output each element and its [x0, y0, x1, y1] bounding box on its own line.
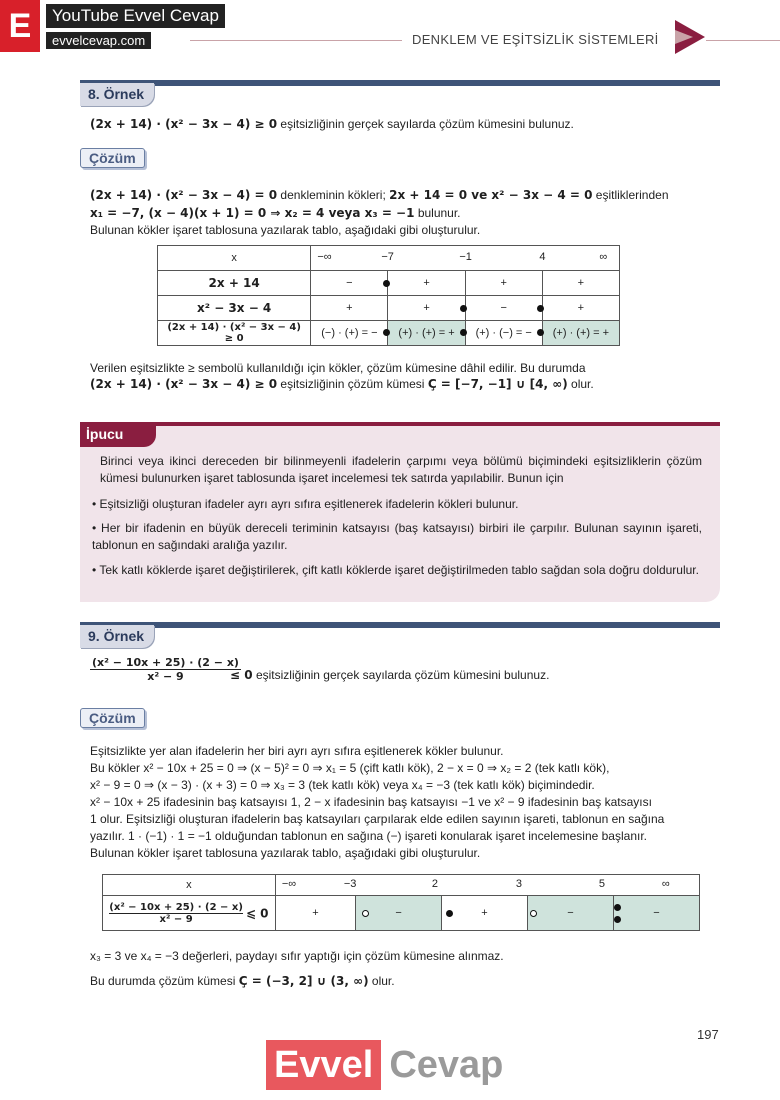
table-cell: −	[528, 896, 614, 931]
table-cell: x² − 3x − 4	[158, 296, 311, 321]
hint-bullet: • Her bir ifadenin en büyük dereceli teriminin katsayısı (baş katsayısı) birbiri ile çarpılır. Bulunan sayının işareti, tablonun en sağındaki aralığa yazılır.	[92, 521, 702, 552]
header-rule-right	[706, 40, 780, 41]
hint-bullet-text: Eşitsizliği oluşturan ifadeler ayrı ayrı sıfıra eşitlenerek ifadelerin kökleri bulunur.	[99, 497, 519, 511]
root-dot	[383, 329, 390, 336]
ex8-line1-math2: 2x + 14 = 0 ve x² − 3x − 4 = 0	[389, 188, 593, 202]
tick-label: −7	[381, 251, 394, 263]
header-rule	[190, 40, 402, 41]
root-dot	[446, 910, 453, 917]
table-cell: (2x + 14) · (x² − 3x − 4) ≥ 0	[158, 321, 311, 346]
chapter-title: DENKLEM VE EŞİTSİZLİK SİSTEMLERİ	[412, 32, 659, 47]
ex9-after-1: x₃ = 3 ve x₄ = −3 değerleri, paydayı sıfır yaptığı için çözüm kümesine alınmaz.	[90, 949, 504, 963]
tick-label: ∞	[599, 251, 608, 263]
ex8-line1-math: (2x + 14) · (x² − 3x − 4) = 0	[90, 188, 278, 202]
footer-logo-left: Evvel	[266, 1040, 381, 1090]
ex8-line-3: Bulunan kökler işaret tablosuna yazılarak tablo, aşağıdaki gibi oluşturulur.	[90, 223, 481, 237]
section-bar-9	[80, 622, 720, 628]
ex9-after2-text: Bu durumda çözüm kümesi	[90, 974, 236, 988]
ex9-after2-end: olur.	[371, 974, 395, 988]
ex9-table-relation: ⩽ 0	[245, 906, 269, 920]
table-cell: (+) · (−) = −	[465, 321, 542, 346]
hint-top-bar	[80, 422, 720, 426]
example-9-tab: 9. Örnek	[80, 625, 154, 648]
table-cell: −	[613, 896, 699, 931]
ex9-line: Eşitsizlikte yer alan ifadelerin her biri ayrı ayrı sıfıra eşitlenerek kökler bulunur.	[90, 744, 504, 758]
tick-label: 4	[539, 251, 546, 263]
table-cell	[103, 896, 276, 931]
ex9-question-text: eşitsizliğinin gerçek sayılarda çözüm kümesini bulunuz.	[255, 668, 550, 682]
chapter-arrow-icon	[673, 18, 707, 56]
table-cell: +	[311, 296, 388, 321]
example-8-tab: 8. Örnek	[80, 83, 154, 106]
ex8-question-math: (2x + 14) · (x² − 3x − 4) ≥ 0	[90, 117, 278, 131]
tick-label: −1	[459, 251, 472, 263]
ex8-line-2	[90, 205, 461, 222]
ex8-line-1	[90, 187, 720, 204]
tick-label: −∞	[317, 251, 332, 263]
brand-logo: E	[0, 0, 40, 52]
ex9-line: x² − 10x + 25 ifadesinin baş katsayısı 1, 2 − x ifadesinin baş katsayısı −1 ve x² − 9 ifadesinin baş katsayısı	[90, 795, 652, 809]
ex9-numerator: (x² − 10x + 25) · (2 − x)	[92, 656, 239, 669]
open-root-dot	[530, 910, 537, 917]
root-dot	[614, 916, 621, 923]
solution-label-8: Çözüm	[80, 148, 145, 168]
example-8-question	[90, 116, 574, 133]
ex9-relation: ≤ 0	[230, 668, 253, 682]
ex9-after-2	[90, 973, 395, 990]
table-cell	[275, 875, 699, 896]
ex9-question	[230, 667, 549, 684]
sign-table-9	[102, 874, 700, 931]
ex9-table-fraction	[109, 902, 243, 925]
hint-bullet-text: Tek katlı köklerde işaret değiştirilerek, çift katlı köklerde işaret değiştirilmeden tablo sağdan sola doğru doldurulur.	[99, 563, 699, 577]
ex8-solution-set: Ç = [−7, −1] ∪ [4, ∞)	[427, 377, 568, 391]
table-cell: +	[275, 896, 355, 931]
root-dot	[537, 329, 544, 336]
root-dot	[460, 329, 467, 336]
ex8-line2-text: bulunur.	[417, 206, 461, 220]
table-cell: −	[465, 296, 542, 321]
tick-label: 2	[431, 878, 438, 890]
ex9-line: Bu kökler x² − 10x + 25 = 0 ⇒ (x − 5)² = 0 ⇒ x₁ = 5 (çift katlı kök), 2 − x = 0 ⇒ x₂ = 2 (tek katlı kök),	[90, 761, 610, 775]
hint-tab: İpucu	[80, 422, 156, 447]
tick-label: −3	[343, 878, 357, 890]
site-link[interactable]: evvelcevap.com	[46, 32, 151, 49]
ex9-denominator: x² − 9	[147, 670, 184, 683]
ex8-after-1: Verilen eşitsizlikte ≥ sembolü kullanıldığı için kökler, çözüm kümesine dâhil edilir. Bu durumda	[90, 361, 586, 375]
table-cell: +	[442, 896, 528, 931]
hint-bullet-text: Her bir ifadenin en büyük dereceli teriminin katsayısı (baş katsayısı) birbiri ile çarpılır. Bulunan sayının işareti, tablonun en sağındaki aralığa yazılır.	[92, 521, 702, 552]
table-row	[103, 875, 700, 896]
ex9-line: Bulunan kökler işaret tablosuna yazılarak tablo, aşağıdaki gibi oluşturulur.	[90, 846, 481, 860]
tick-label: 3	[515, 878, 522, 890]
ex9-solution-set: Ç = (−3, 2] ∪ (3, ∞)	[238, 974, 369, 988]
table-cell: x	[103, 875, 276, 896]
table-row	[103, 896, 700, 931]
table-cell: −	[311, 271, 388, 296]
tick-label: ∞	[661, 878, 670, 890]
ex8-question-text: eşitsizliğinin gerçek sayılarda çözüm kümesini bulunuz.	[280, 117, 574, 131]
youtube-channel-title: YouTube Evvel Cevap	[46, 4, 225, 28]
footer-logo	[266, 1040, 503, 1090]
table-cell: +	[465, 271, 542, 296]
root-dot	[537, 305, 544, 312]
table-cell: (−) · (+) = −	[311, 321, 388, 346]
table-cell: −	[356, 896, 442, 931]
ex8-after2-math: (2x + 14) · (x² − 3x − 4) ≥ 0	[90, 377, 278, 391]
hint-bullet: • Eşitsizliği oluşturan ifadeler ayrı ayrı sıfıra eşitlenerek ifadelerin kökleri bulunur.	[92, 497, 519, 511]
ex8-after2-end: olur.	[571, 377, 594, 391]
page-number: 197	[697, 1027, 719, 1042]
table-cell: x	[158, 246, 311, 271]
ex9-table-denominator: x² − 9	[159, 913, 193, 925]
footer-logo-right: Cevap	[389, 1044, 504, 1086]
ex9-table-numerator: (x² − 10x + 25) · (2 − x)	[109, 901, 243, 913]
table-cell: (+) · (+) = +	[388, 321, 465, 346]
ex8-line2-math: x₁ = −7, (x − 4)(x + 1) = 0 ⇒ x₂ = 4 veya x₃ = −1	[90, 206, 415, 220]
table-cell: +	[388, 271, 465, 296]
ex9-line: yazılır. 1 · (−1) · 1 = −1 olduğundan tablonun en sağına (−) işareti konularak işaret incelemesine başlanır.	[90, 829, 647, 843]
tick-label: 5	[598, 878, 605, 890]
tick-label: −∞	[281, 878, 297, 890]
ex9-fraction	[90, 656, 241, 683]
ex9-line: x² − 9 = 0 ⇒ (x − 3) · (x + 3) = 0 ⇒ x₃ = 3 (tek katlı kök) veya x₄ = −3 (tek katlı kök) biçimindedir.	[90, 778, 595, 792]
root-dot	[614, 904, 621, 911]
hint-intro: Birinci veya ikinci dereceden bir bilinmeyenli ifadelerin çarpımı veya bölümü biçimindeki eşitsizliklerin çözüm kümesi bulunurken işaret tablosunda işaret incelemesi tek satırda yapılabilir. Bunun için	[100, 454, 702, 485]
ex8-line1-text: denkleminin kökleri;	[280, 188, 386, 202]
hint-bullet: • Tek katlı köklerde işaret değiştirilerek, çift katlı köklerde işaret değiştirilmeden tablo sağdan sola doğru doldurulur.	[92, 563, 699, 577]
table-cell: +	[542, 271, 619, 296]
table-cell: +	[388, 296, 465, 321]
ex8-after-2	[90, 376, 594, 393]
root-dot	[383, 280, 390, 287]
ex8-after2-text: eşitsizliğinin çözüm kümesi	[280, 377, 425, 391]
ex9-line: 1 olur. Eşitsizliği oluşturan ifadelerin baş katsayıları çarpılarak elde edilen sayının işareti, tablonun en sağına	[90, 812, 665, 826]
table-row	[158, 296, 620, 321]
table-cell: +	[542, 296, 619, 321]
ex8-line1-text2: eşitliklerinden	[595, 188, 669, 202]
solution-label-9: Çözüm	[80, 708, 145, 728]
root-dot	[460, 305, 467, 312]
table-cell	[311, 246, 620, 271]
section-bar-8	[80, 80, 720, 86]
open-root-dot	[362, 910, 369, 917]
table-cell: (+) · (+) = +	[542, 321, 619, 346]
table-row	[158, 246, 620, 271]
table-cell: 2x + 14	[158, 271, 311, 296]
